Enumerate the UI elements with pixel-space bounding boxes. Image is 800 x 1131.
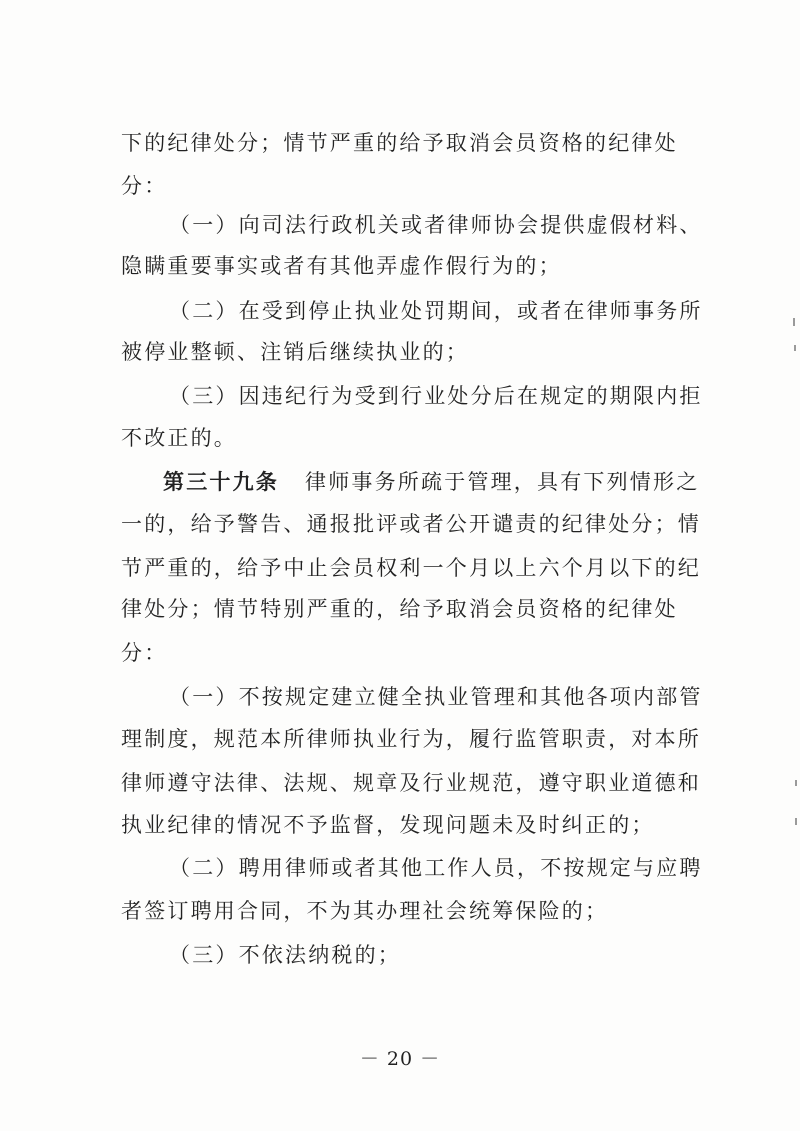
article-text: 律师事务所疏于管理，具有下列情形之 [305,470,700,494]
scan-mark [793,318,795,326]
article-first-line [163,467,699,497]
text-line: 下的纪律处分；情节严重的给予取消会员资格的纪律处 [121,131,678,155]
article-heading: 第三十九条 [163,470,279,494]
text-line: 理制度，规范本所律师执业行为，履行监管职责，对本所 [121,727,701,751]
list-item-line: （二）在受到停止执业处罚期间，或者在律师事务所 [169,299,703,323]
text-line: 分： [121,174,168,198]
text-line: 执业纪律的情况不予监督，发现问题未及时纠正的； [121,813,655,837]
scan-mark [794,345,796,351]
text-line: 不改正的。 [121,426,237,450]
scan-mark [795,818,797,825]
text-line: 律师遵守法律、法规、规章及行业规范，遵守职业道德和 [121,771,701,795]
list-item-line: （三）不依法纳税的； [169,943,401,967]
scan-mark [795,780,797,786]
text-line: 者签订聘用合同，不为其办理社会统筹保险的； [121,899,609,923]
text-line: 一的，给予警告、通报批评或者公开谴责的纪律处分；情 [121,512,701,536]
text-line: 律处分；情节特别严重的，给予取消会员资格的纪律处 [121,597,678,621]
text-line: 被停业整顿、注销后继续执业的； [121,340,469,364]
list-item-line: （一）向司法行政机关或者律师协会提供虚假材料、 [169,213,703,237]
list-item-line: （二）聘用律师或者其他工作人员，不按规定与应聘 [169,856,703,880]
list-item-line: （三）因违纪行为受到行业处分后在规定的期限内拒 [169,384,703,408]
page-number: － 20 － [359,1048,441,1070]
list-item-line: （一）不按规定建立健全执业管理和其他各项内部管 [169,685,703,709]
text-line: 隐瞒重要事实或者有其他弄虚作假行为的； [121,254,562,278]
text-line: 节严重的，给予中止会员权利一个月以上六个月以下的纪 [121,556,701,580]
text-line: 分： [121,641,168,665]
